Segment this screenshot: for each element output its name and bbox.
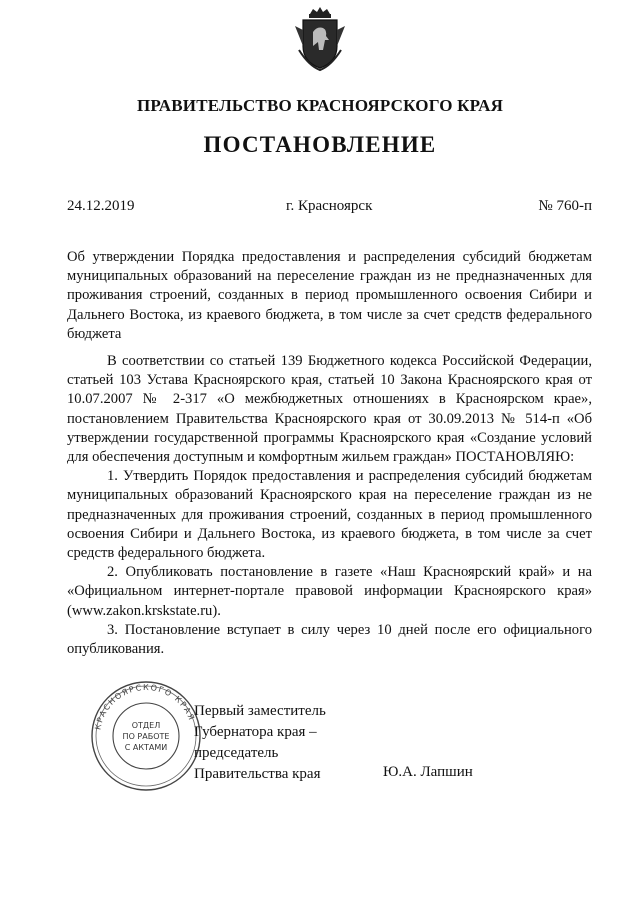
resolution-item-3: 3. Постановление вступает в силу через 10 дней после его официального опубликования. [67, 621, 592, 658]
government-name: ПРАВИТЕЛЬСТВО КРАСНОЯРСКОГО КРАЯ [136, 96, 504, 115]
document-city: г. Красноярск [286, 198, 373, 214]
resolution-item-2: 2. Опубликовать постановление в газете «Наш Красноярский край» и на «Официальном интернет-портале правовой информации Красноярского края» (www.zakon.krskstate.ru). [67, 564, 592, 619]
signatory-name: Ю.А. Лапшин [383, 764, 473, 780]
coat-of-arms-icon [293, 6, 347, 72]
signatory-title-line: Правительства края [194, 766, 321, 782]
document-date: 24.12.2019 [67, 198, 135, 214]
document-type-title: ПОСТАНОВЛЕНИЕ [203, 132, 437, 157]
stamp-line-2: ПО РАБОТЕ [122, 732, 170, 741]
document-number: № 760-п [538, 198, 592, 214]
document-body [67, 352, 592, 659]
document-subject: Об утверждении Порядка предоставления и распределения субсидий бюджетам муниципальных образований на переселение граждан из не предназначенных для проживания строений, созданных в период промышленного освоения Сибири и Дальнего Востока, из краевого бюджета, в том числе за счет средств федерального бюджета [67, 249, 592, 342]
signatory-title [194, 701, 326, 785]
stamp-line-3: С АКТАМИ [124, 743, 168, 752]
preamble-paragraph: В соответствии со статьей 139 Бюджетного кодекса Российской Федерации, статьей 103 Устава Красноярского края, статьей 10 Закона Красноярского края от 10.07.2007 № 2-317 «О межбюджетных отношениях в Красноярском крае», постановлением Правительства Красноярского края от 30.09.2013 № 514-п «Об утверждении государственной программы Красноярского края «Создание условий для обеспечения доступным и комфортным жильем граждан» ПОСТАНОВЛЯЮ: [67, 353, 592, 466]
stamp-line-1: ОТДЕЛ [131, 721, 161, 730]
signatory-title-line: Губернатора края – [194, 724, 317, 740]
stamp-outer-text: КРАСНОЯРСКОГО КРАЯ [93, 682, 197, 731]
signatory-title-line: председатель [194, 745, 279, 761]
signatory-title-line: Первый заместитель [194, 703, 326, 719]
official-stamp [90, 680, 202, 792]
resolution-item-1: 1. Утвердить Порядок предоставления и распределения субсидий бюджетам муниципальных образований Красноярского края на переселение граждан из не предназначенных для проживания строений, созданных в период промышленного освоения Сибири и Дальнего Востока, из краевого бюджета, в том числе за счет средств федерального бюджета. [67, 468, 592, 562]
